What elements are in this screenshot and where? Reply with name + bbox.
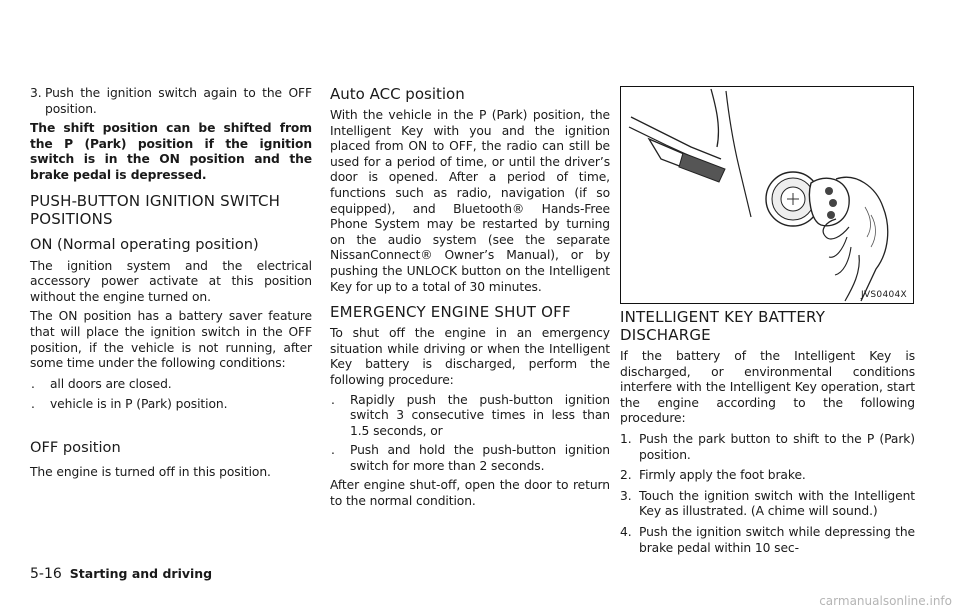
- step-3: 3. Push the ignition switch again to the OFF position.: [30, 86, 312, 116]
- bullet-dot: .: [331, 392, 335, 407]
- para-on-2: The ON position has a battery saver feature that will place the ignition switch in the OFF position, if the vehicle is not running, after some time under the following conditions:: [30, 309, 312, 371]
- heading-on-position: ON (Normal operating position): [30, 235, 259, 253]
- step-1: 1. Push the park button to shift to the P (Park) position.: [620, 431, 915, 462]
- middle-column: [330, 85, 610, 510]
- page-number: 5-16: [30, 566, 62, 582]
- heading-off-position: OFF position: [30, 438, 121, 456]
- para-off: The engine is turned off in this position.: [30, 464, 271, 479]
- bullet-item: . all doors are closed.: [31, 376, 172, 391]
- para-auto-acc: With the vehicle in the P (Park) position, the Intelligent Key with you and the ignition placed from ON to OFF, the radio can still be used for a period of time, or until the driver’s door is opened. After a period of time, functions such as radio, navigation (if so equipped), and Bluetooth® Hands-Free Phone System may be restarted by turning on the audio system (see the separate NissanConnect® Owner’s Manual), or by pushing the UNLOCK button on the Intelligent Key for up to a total of 30 minutes.: [330, 108, 610, 294]
- para-on-1: The ignition system and the electrical accessory power activate at this position without the engine turned on.: [30, 258, 312, 304]
- left-column: [30, 86, 312, 481]
- bullet-item: . Rapidly push the push-button ignition switch 3 consecutive times in less than 1.5 seconds, or: [331, 392, 610, 438]
- step-2: 2. Firmly apply the foot brake.: [620, 468, 806, 483]
- para-after-shutoff: After engine shut-off, open the door to return to the normal condition.: [330, 478, 610, 509]
- step-3: 3. Touch the ignition switch with the Intelligent Key as illustrated. (A chime will sound.): [620, 488, 915, 519]
- heading-key-battery-discharge: INTELLIGENT KEY BATTERY DISCHARGE: [620, 308, 826, 344]
- bullet-item: . Push and hold the push-button ignition switch for more than 2 seconds.: [331, 443, 610, 473]
- heading-pushbutton-positions: PUSH-BUTTON IGNITION SWITCH POSITIONS: [30, 191, 281, 228]
- right-column: [620, 308, 915, 556]
- figure-code: JVS0404X: [861, 290, 907, 300]
- key-touching-switch-illustration: [621, 87, 913, 303]
- bullet-dot: .: [31, 376, 35, 391]
- bullet-item: . vehicle is in P (Park) position.: [31, 397, 228, 412]
- illustration-key-to-switch: [620, 86, 914, 304]
- watermark: carmanualsonline.info: [819, 594, 952, 608]
- para-emergency: To shut off the engine in an emergency situation while driving or when the Intelligent Key battery is discharged, perform the following procedure:: [330, 326, 610, 387]
- page-footer: [30, 566, 212, 582]
- heading-auto-acc: Auto ACC position: [330, 85, 465, 103]
- step-4: 4. Push the ignition switch while depressing the brake pedal within 10 sec-: [620, 524, 915, 555]
- section-title: Starting and driving: [69, 566, 213, 581]
- para-key-battery: If the battery of the Intelligent Key is discharged, or environmental conditions interfere with the Intelligent Key operation, start the engine according to the following procedure:: [620, 349, 915, 426]
- bullet-dot: .: [331, 443, 335, 458]
- heading-emergency-shutoff: EMERGENCY ENGINE SHUT OFF: [330, 303, 571, 322]
- bullet-dot: .: [31, 397, 35, 412]
- shift-position-note: The shift position can be shifted from the P (Park) position if the ignition switch is in the ON position and the brake pedal is depressed.: [30, 121, 312, 182]
